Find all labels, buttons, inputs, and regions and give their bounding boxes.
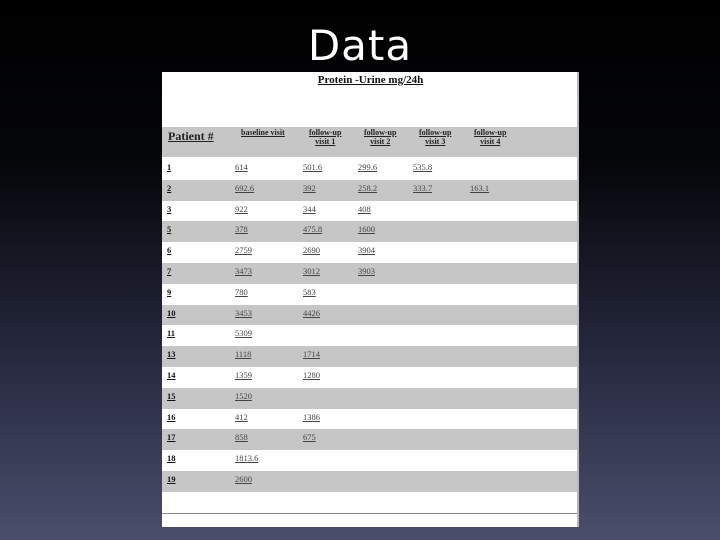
followup-2-cell: 258.2 bbox=[358, 182, 378, 193]
table-row bbox=[162, 180, 577, 201]
patient-id-cell: 11 bbox=[167, 328, 176, 339]
table-row bbox=[162, 159, 577, 180]
followup-4-cell: 163.1 bbox=[470, 182, 490, 193]
table-row bbox=[162, 305, 577, 326]
baseline-cell: 378 bbox=[235, 224, 248, 235]
table-row bbox=[162, 367, 577, 388]
patient-id-cell: 9 bbox=[167, 286, 172, 297]
baseline-cell: 3473 bbox=[235, 266, 252, 276]
baseline-cell: 692.6 bbox=[235, 182, 255, 193]
followup-1-cell: 675 bbox=[303, 432, 316, 443]
baseline-cell: 2600 bbox=[235, 474, 252, 484]
followup-1-cell: 3012 bbox=[303, 266, 320, 276]
col-header-followup-3: follow-up visit 3 bbox=[419, 128, 452, 146]
followup-2-cell: 3904 bbox=[358, 245, 375, 256]
followup-1-cell: 2690 bbox=[303, 245, 320, 256]
followup-1-cell: 1386 bbox=[303, 411, 320, 422]
table-heading: Protein -Urine mg/24h bbox=[317, 74, 424, 86]
patient-id-cell: 3 bbox=[167, 203, 172, 214]
col-header-followup-1: follow-up visit 1 bbox=[309, 128, 342, 146]
patient-id-cell: 19 bbox=[167, 474, 176, 484]
baseline-cell: 858 bbox=[235, 432, 248, 443]
page-edge-line bbox=[577, 72, 579, 527]
followup-1-cell: 344 bbox=[303, 203, 316, 214]
table-row bbox=[162, 409, 577, 430]
table-row bbox=[162, 284, 577, 305]
table-row bbox=[162, 471, 577, 492]
patient-id-cell: 5 bbox=[167, 224, 172, 235]
followup-1-cell: 1280 bbox=[303, 370, 320, 380]
patient-id-cell: 7 bbox=[167, 266, 172, 276]
table-row bbox=[162, 325, 577, 346]
patient-id-cell: 1 bbox=[167, 162, 172, 172]
patient-id-cell: 13 bbox=[167, 349, 176, 360]
baseline-cell: 1359 bbox=[235, 370, 252, 380]
patient-id-cell: 6 bbox=[167, 245, 172, 256]
table-bottom-divider bbox=[162, 513, 577, 514]
patient-id-cell: 14 bbox=[167, 370, 176, 380]
baseline-cell: 412 bbox=[235, 411, 248, 422]
followup-1-cell: 475.8 bbox=[303, 224, 323, 235]
baseline-cell: 5309 bbox=[235, 328, 252, 339]
slide-title: Data bbox=[307, 21, 413, 70]
baseline-cell: 3453 bbox=[235, 307, 252, 318]
followup-3-cell: 535.8 bbox=[413, 162, 433, 172]
baseline-cell: 780 bbox=[235, 286, 248, 297]
col-header-baseline: baseline visit bbox=[241, 128, 285, 137]
followup-2-cell: 1600 bbox=[358, 224, 375, 235]
followup-2-cell: 408 bbox=[358, 203, 371, 214]
patient-id-cell: 15 bbox=[167, 390, 176, 401]
patient-id-cell: 16 bbox=[167, 411, 176, 422]
table-row bbox=[162, 388, 577, 409]
baseline-cell: 1813.6 bbox=[235, 453, 259, 464]
followup-1-cell: 392 bbox=[303, 182, 316, 193]
col-header-patient: Patient # bbox=[168, 129, 214, 143]
table-row bbox=[162, 201, 577, 222]
table-header-row bbox=[162, 127, 577, 157]
followup-1-cell: 501.6 bbox=[303, 162, 323, 172]
scanned-document bbox=[162, 72, 579, 527]
followup-2-cell: 299.6 bbox=[358, 162, 378, 172]
patient-id-cell: 18 bbox=[167, 453, 176, 464]
followup-1-cell: 4426 bbox=[303, 307, 320, 318]
baseline-cell: 614 bbox=[235, 162, 248, 172]
table-row bbox=[162, 346, 577, 367]
patient-id-cell: 10 bbox=[167, 307, 176, 318]
table-row bbox=[162, 221, 577, 242]
followup-1-cell: 1714 bbox=[303, 349, 320, 360]
table-row bbox=[162, 263, 577, 284]
col-header-followup-2: follow-up visit 2 bbox=[364, 128, 397, 146]
table-row bbox=[162, 242, 577, 263]
baseline-cell: 1118 bbox=[235, 349, 252, 360]
followup-2-cell: 3903 bbox=[358, 266, 375, 276]
baseline-cell: 922 bbox=[235, 203, 248, 214]
patient-id-cell: 17 bbox=[167, 432, 176, 443]
baseline-cell: 1520 bbox=[235, 390, 252, 401]
patient-id-cell: 2 bbox=[167, 182, 172, 193]
followup-3-cell: 333.7 bbox=[413, 182, 433, 193]
followup-1-cell: 583 bbox=[303, 286, 316, 297]
baseline-cell: 2759 bbox=[235, 245, 252, 256]
col-header-followup-4: follow-up visit 4 bbox=[474, 128, 507, 146]
table-row bbox=[162, 429, 577, 450]
table-row bbox=[162, 450, 577, 471]
